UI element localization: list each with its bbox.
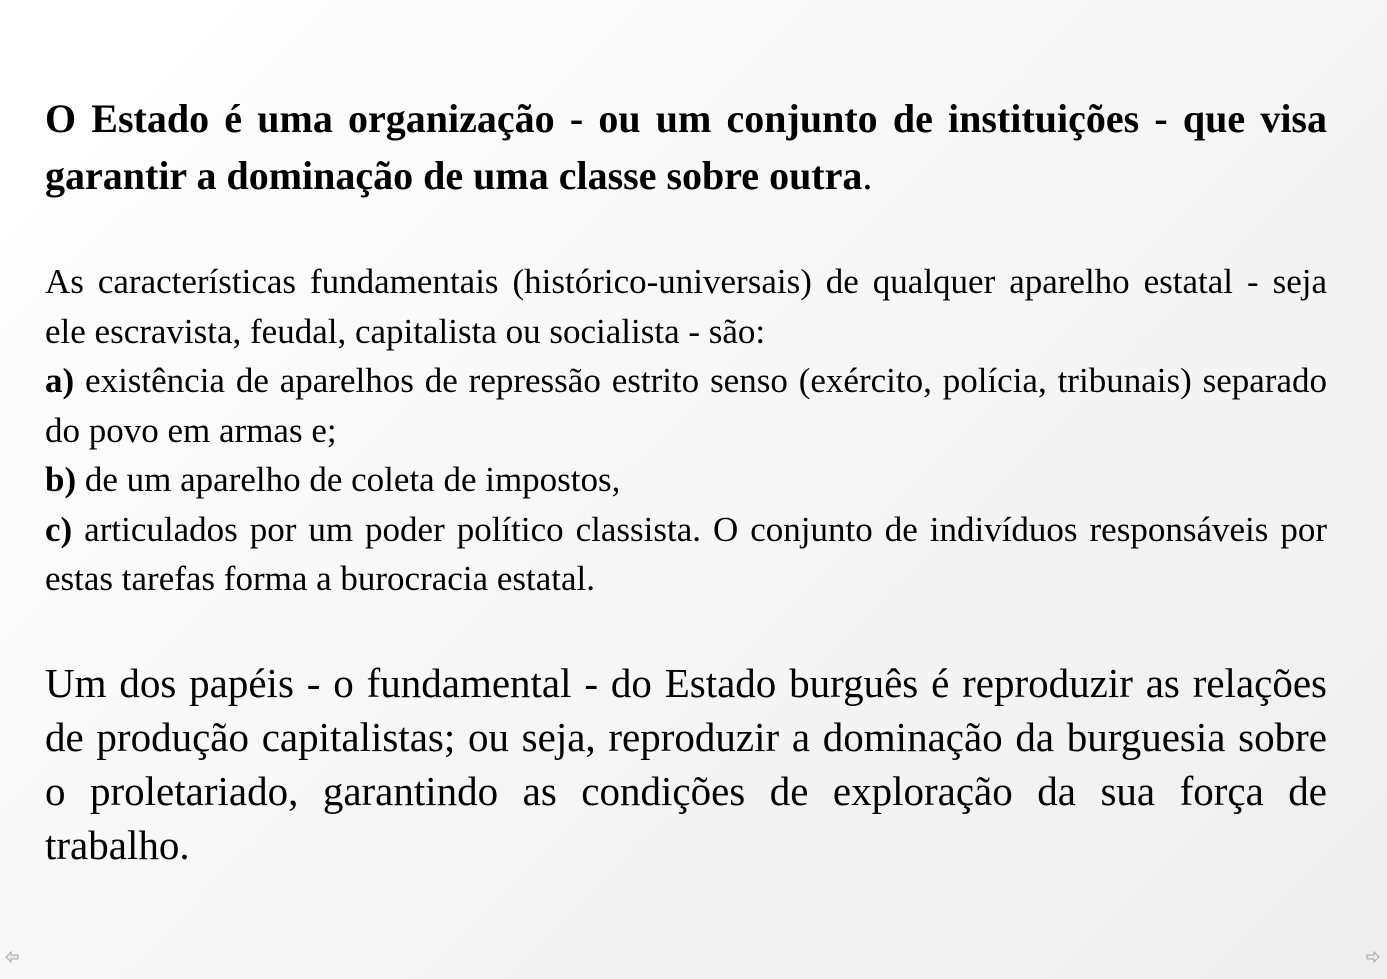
previous-slide-button[interactable]: [4, 949, 20, 965]
arrow-right-icon: [1366, 951, 1380, 963]
item-b-marker: b): [45, 460, 77, 499]
characteristic-item-a: [45, 356, 1327, 455]
item-b-text: de um aparelho de coleta de impostos,: [76, 460, 621, 499]
characteristic-item-c: [45, 505, 1327, 604]
item-c-text: articulados por um poder político classista. O conjunto de indivíduos responsáveis por estas tarefas forma a burocracia estatal.: [45, 509, 1327, 598]
characteristics-intro: As características fundamentais (histórico-universais) de qualquer aparelho estatal - seja ele escravista, feudal, capitalista ou socialista - são:: [45, 262, 1327, 351]
state-definition-paragraph: [45, 90, 1327, 204]
characteristic-item-b: [45, 455, 1327, 505]
slide-content: [45, 90, 1327, 872]
state-definition-text: O Estado é uma organização - ou um conjunto de instituições - que visa garantir a dominação de uma classe sobre outra: [45, 96, 1327, 198]
bourgeois-state-paragraph: Um dos papéis - o fundamental - do Estado burguês é reproduzir as relações de produção capitalistas; ou seja, reproduzir a dominação da burguesia sobre o proletariado, garantindo as condições de exploração da sua força de trabalho.: [45, 659, 1327, 868]
item-c-marker: c): [45, 509, 73, 549]
next-slide-button[interactable]: [1365, 949, 1381, 965]
arrow-left-icon: [5, 951, 19, 963]
state-definition-period: .: [862, 153, 873, 198]
item-a-marker: a): [45, 361, 75, 400]
item-a-text: existência de aparelhos de repressão estrito senso (exército, polícia, tribunais) separado do povo em armas e;: [45, 361, 1327, 450]
characteristics-paragraph: [45, 257, 1327, 604]
